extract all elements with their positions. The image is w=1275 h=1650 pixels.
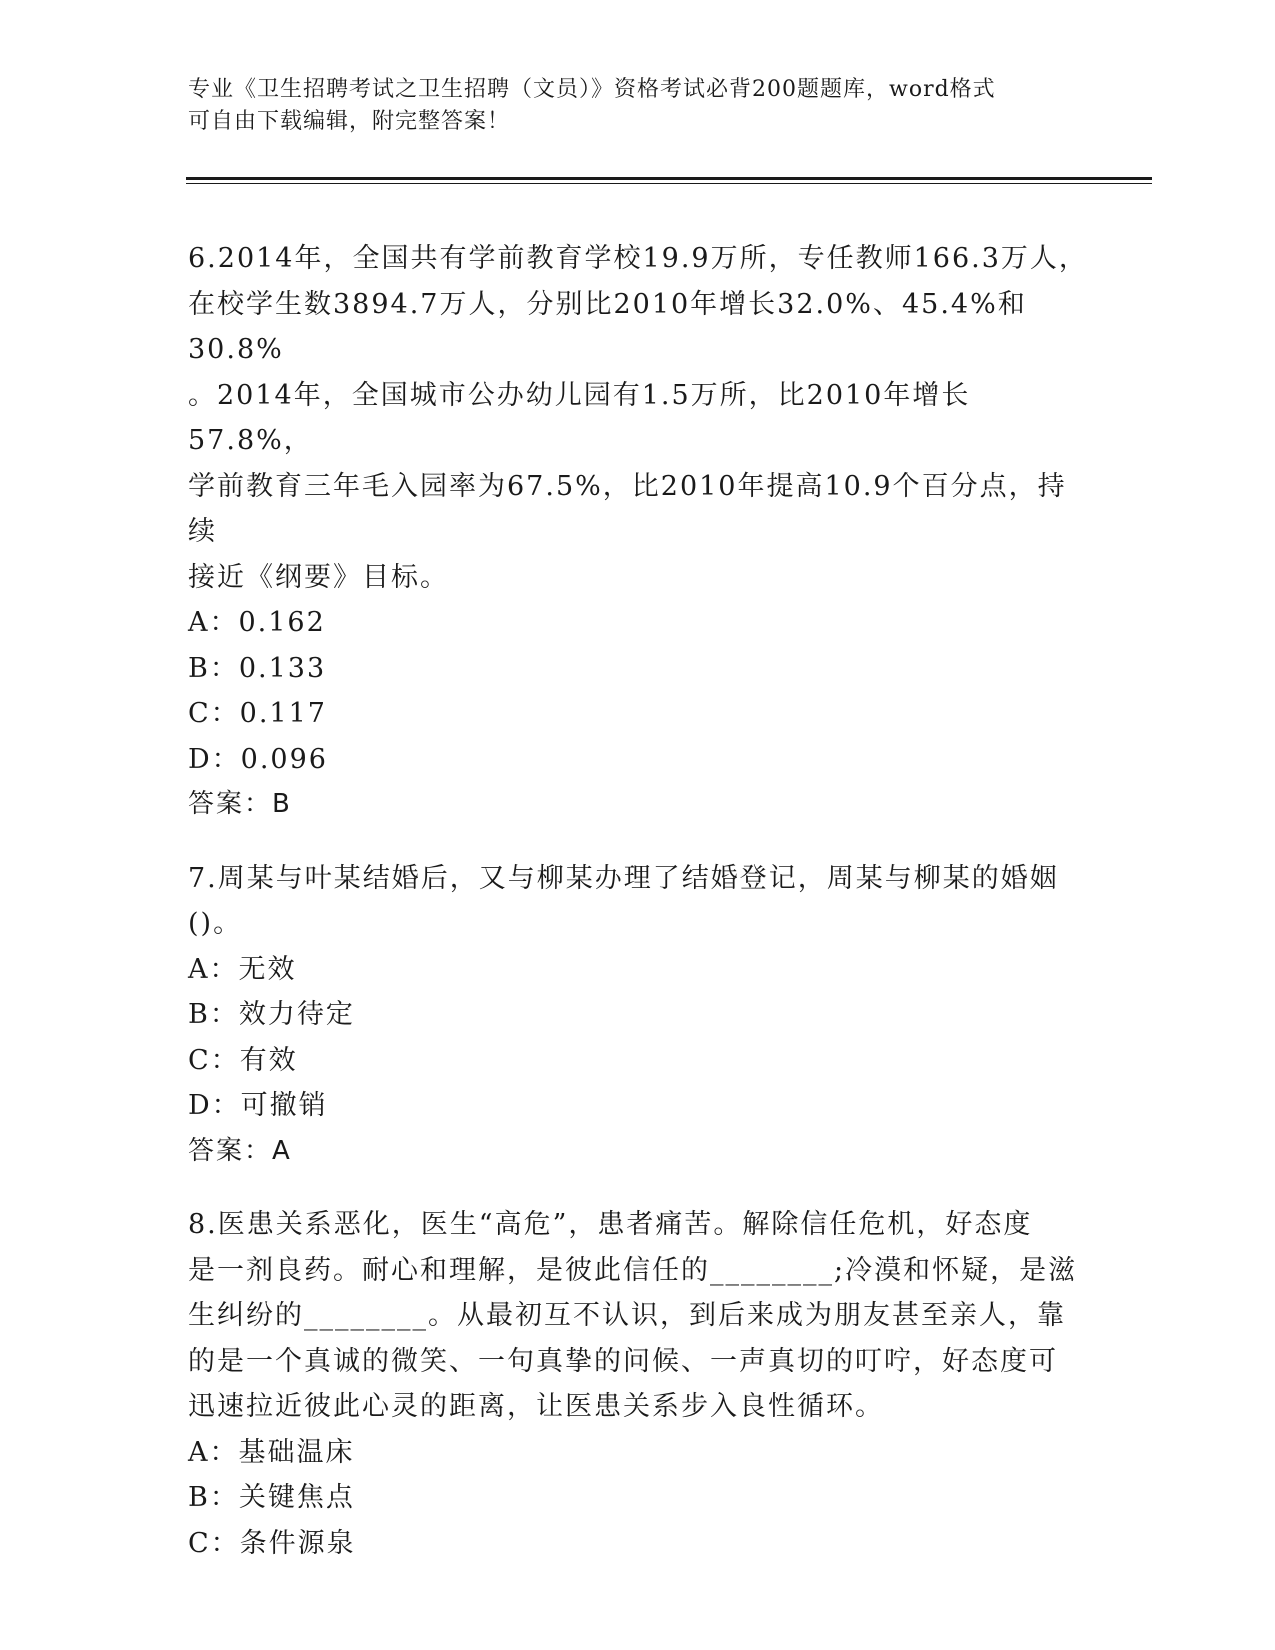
question-stem-line: 。2014年，全国城市公办幼儿园有1.5万所，比2010年增长57.8%， xyxy=(188,379,971,456)
option-d: D：0.096 xyxy=(188,743,328,775)
question-stem-line: 是一剂良药。耐心和理解，是彼此信任的________;冷漠和怀疑，是滋 xyxy=(188,1254,1078,1286)
question-stem-line: 生纠纷的________。从最初互不认识，到后来成为朋友甚至亲人，靠 xyxy=(188,1300,1066,1331)
question-stem-line: 7.周某与叶某结婚后，又与柳某办理了结婚登记，周某与柳某的婚姻 xyxy=(188,862,1059,894)
option-d: D：可撤销 xyxy=(188,1090,328,1121)
option-b: B：0.133 xyxy=(188,652,327,684)
question-6 xyxy=(188,236,1088,828)
option-a: A：0.162 xyxy=(188,607,326,638)
option-b: B：关键焦点 xyxy=(188,1482,355,1513)
question-stem-line: 8.医患关系恶化，医生“高危”，患者痛苦。解除信任危机，好态度 xyxy=(188,1209,1033,1240)
question-stem-line: ()。 xyxy=(188,908,243,939)
question-8 xyxy=(188,1202,1088,1566)
question-7 xyxy=(188,856,1088,1175)
question-stem-line: 接近《纲要》目标。 xyxy=(188,561,449,593)
option-c: C：有效 xyxy=(188,1044,298,1076)
header-line-2: 可自由下载编辑，附完整答案！ xyxy=(188,109,511,134)
option-c: C：0.117 xyxy=(188,698,327,729)
answer-line: 答案：B xyxy=(188,789,292,819)
question-stem-line: 学前教育三年毛入园率为67.5%，比2010年提高10.9个百分点，持续 xyxy=(188,470,1067,547)
question-stem-line: 的是一个真诚的微笑、一句真挚的问候、一声真切的叮咛，好态度可 xyxy=(188,1345,1058,1377)
header-divider-thick xyxy=(186,177,1152,180)
option-b: B：效力待定 xyxy=(188,999,355,1030)
option-c: C：条件源泉 xyxy=(188,1527,356,1559)
option-a: A：基础温床 xyxy=(188,1436,355,1468)
answer-line: 答案：A xyxy=(188,1135,292,1166)
question-list xyxy=(188,236,1088,1594)
question-stem-line: 6.2014年，全国共有学前教育学校19.9万所，专任教师166.3万人， xyxy=(188,243,1088,274)
header-line-1: 专业《卫生招聘考试之卫生招聘（文员）》资格考试必背200题题库，word格式 xyxy=(188,77,996,102)
option-a: A：无效 xyxy=(188,953,297,985)
document-header xyxy=(188,74,1088,138)
header-divider-thin xyxy=(186,183,1152,184)
question-stem-line: 在校学生数3894.7万人，分别比2010年增长32.0%、45.4%和30.8% xyxy=(188,288,1027,365)
question-stem-line: 迅速拉近彼此心灵的距离，让医患关系步入良性循环。 xyxy=(188,1391,884,1422)
